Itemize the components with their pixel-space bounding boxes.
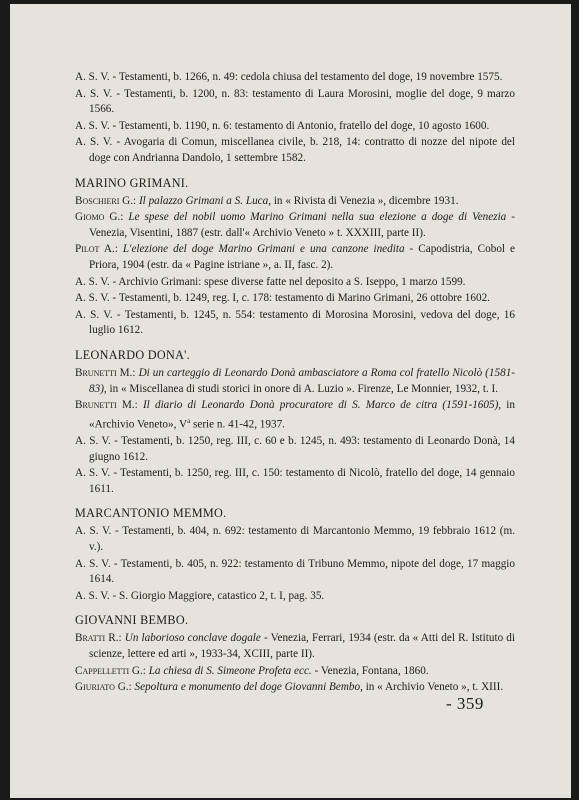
entry-author: Pilot A.: [75, 243, 118, 256]
entry-text: A. S. V. - S. Giorgio Maggiore, catastico 2, t. I, pag. 35. [75, 589, 325, 602]
entry-text: - Venezia, Visentini, 1887 (estr. dall'« Archivio Veneto » t. XXXIII, parte II). [89, 211, 515, 239]
entry-text: in « Miscellanea di studi storici in onore di A. Luzio ». Firenze, Le Monnier, 1932, t. I. [106, 382, 499, 395]
entry-text: serie n. 41-42, 1937. [190, 418, 285, 431]
bibliography-entry [75, 291, 515, 307]
book-page [10, 4, 571, 798]
bibliography-entry [75, 524, 515, 555]
entry-text: A. S. V. - Testamenti, b. 1245, n. 554: testamento di Morosina Morosini, vedova del doge, 16 luglio 1612. [75, 308, 515, 337]
entry-text: A. S. V. - Testamenti, b. 1190, n. 6: testamento di Antonio, fratello del doge, 10 agosto 1600. [75, 119, 490, 132]
entry-text: - Venezia, Ferrari, 1934 (estr. da « Atti del R. Istituto di scienze, lettere ed arti », 1933-34, XCIII, parte II). [89, 632, 515, 660]
bibliography-content [75, 70, 515, 697]
entry-title: Il diario di Leonardo Donà procuratore di S. Marco de citra (1591-1605), [142, 399, 502, 412]
bibliography-entry [75, 434, 515, 465]
section-heading: MARINO GRIMANI. [75, 175, 189, 190]
bibliography-entry [75, 275, 515, 291]
entry-text: A. S. V. - Avogaria di Comun, miscellanea civile, b. 218, 14: contratto di nozze del nipote del doge con Andrianna Dandolo, 1 settembre 1582. [75, 136, 515, 164]
entry-author: Brunetti M.: [75, 399, 138, 412]
section-heading: LEONARDO DONA'. [75, 347, 191, 362]
entry-text: - Venezia, Fontana, 1860. [311, 664, 429, 677]
bibliography-entry [75, 664, 515, 680]
bibliography-entry [75, 398, 515, 433]
entry-author: Bratti R.: [75, 632, 122, 645]
entry-text: A. S. V. - Testamenti, b. 1249, reg. I, c. 178: testamento di Marino Grimani, 26 ottobre 1602. [75, 292, 490, 305]
entry-text: - Capodistria, Cobol e Priora, 1904 (estr. da « Pagine istriane », a. II, fasc. 2). [89, 243, 516, 271]
entry-text: A. S. V. - Testamenti, b. 1266, n. 49: cedola chiusa del testamento del doge, 19 novembre 1575. [75, 71, 503, 83]
entry-title: L'elezione del doge Marino Grimani e una canzone inedita [122, 243, 405, 256]
entry-text: A. S. V. - Testamenti, b. 1200, n. 83: testamento di Laura Morosini, moglie del doge, 9 marzo 1566. [75, 87, 515, 116]
entry-title: Di un carteggio di Leonardo Donà ambasciatore a Roma col fratello Nicolò (1581-83), [89, 366, 516, 395]
entry-text: A. S. V. - Testamenti, b. 404, n. 692: testamento di Marcantonio Memmo, 19 febbraio 1612 (m. v.). [75, 525, 515, 553]
entry-author: Cappelletti G.: [75, 664, 146, 677]
superscript: a [187, 416, 191, 425]
bibliography-entry [75, 589, 515, 605]
entry-text: A. S. V. - Testamenti, b. 1250, reg. III, c. 60 e b. 1245, n. 493: testamento di Leonardo Donà, 14 giugno 1612. [75, 435, 515, 463]
entry-text: in « Rivista di Venezia », dicembre 1931. [271, 194, 459, 207]
entry-title: Le spese del nobil uomo Marino Grimani nella sua elezione a doge di Venezia [128, 211, 507, 224]
bibliography-entry [75, 194, 515, 210]
bibliography-entry [75, 366, 515, 397]
entry-text: A. S. V. - Testamenti, b. 1250, reg. III, c. 150: testamento di Nicolò, fratello del doge, 14 gennaio 1611. [75, 467, 515, 495]
entry-title: La chiesa di S. Simeone Profeta ecc. [148, 664, 312, 677]
entry-text: in « Archivio Veneto », t. XIII. [362, 681, 504, 694]
entry-author: Giomo G.: [75, 211, 124, 224]
entry-text: in «Archivio Veneto», V [89, 399, 516, 431]
entry-author: Giuriato G.: [75, 681, 132, 694]
bibliography-entry [75, 466, 515, 497]
bibliography-entry [75, 70, 515, 86]
bibliography-entry [75, 308, 515, 339]
page-number: - 359 [446, 694, 484, 713]
bibliography-entry [75, 87, 515, 118]
entry-title: Il palazzo Grimani a S. Luca, [138, 194, 272, 207]
section-heading: GIOVANNI BEMBO. [75, 613, 189, 628]
bibliography-entry [75, 135, 515, 166]
bibliography-entry [75, 119, 515, 135]
entry-author: Boschieri G.: [75, 194, 137, 207]
bibliography-entry [75, 631, 515, 662]
bibliography-entry [75, 242, 515, 273]
entry-title: Un laborioso conclave dogale [124, 632, 261, 645]
entry-text: A. S. V. - Archivio Grimani: spese diverse fatte nel deposito a S. Iseppo, 1 marzo 1599. [75, 275, 466, 288]
entry-text: A. S. V. - Testamenti, b. 405, n. 922: testamento di Tribuno Memmo, nipote del doge, 17 maggio 1614. [75, 557, 515, 586]
bibliography-entry [75, 557, 515, 588]
section-heading: MARCANTONIO MEMMO. [75, 506, 227, 521]
entry-title: Sepoltura e monumento del doge Giovanni Bembo, [134, 681, 363, 694]
bibliography-entry [75, 210, 515, 241]
entry-author: Brunetti M.: [75, 366, 136, 379]
